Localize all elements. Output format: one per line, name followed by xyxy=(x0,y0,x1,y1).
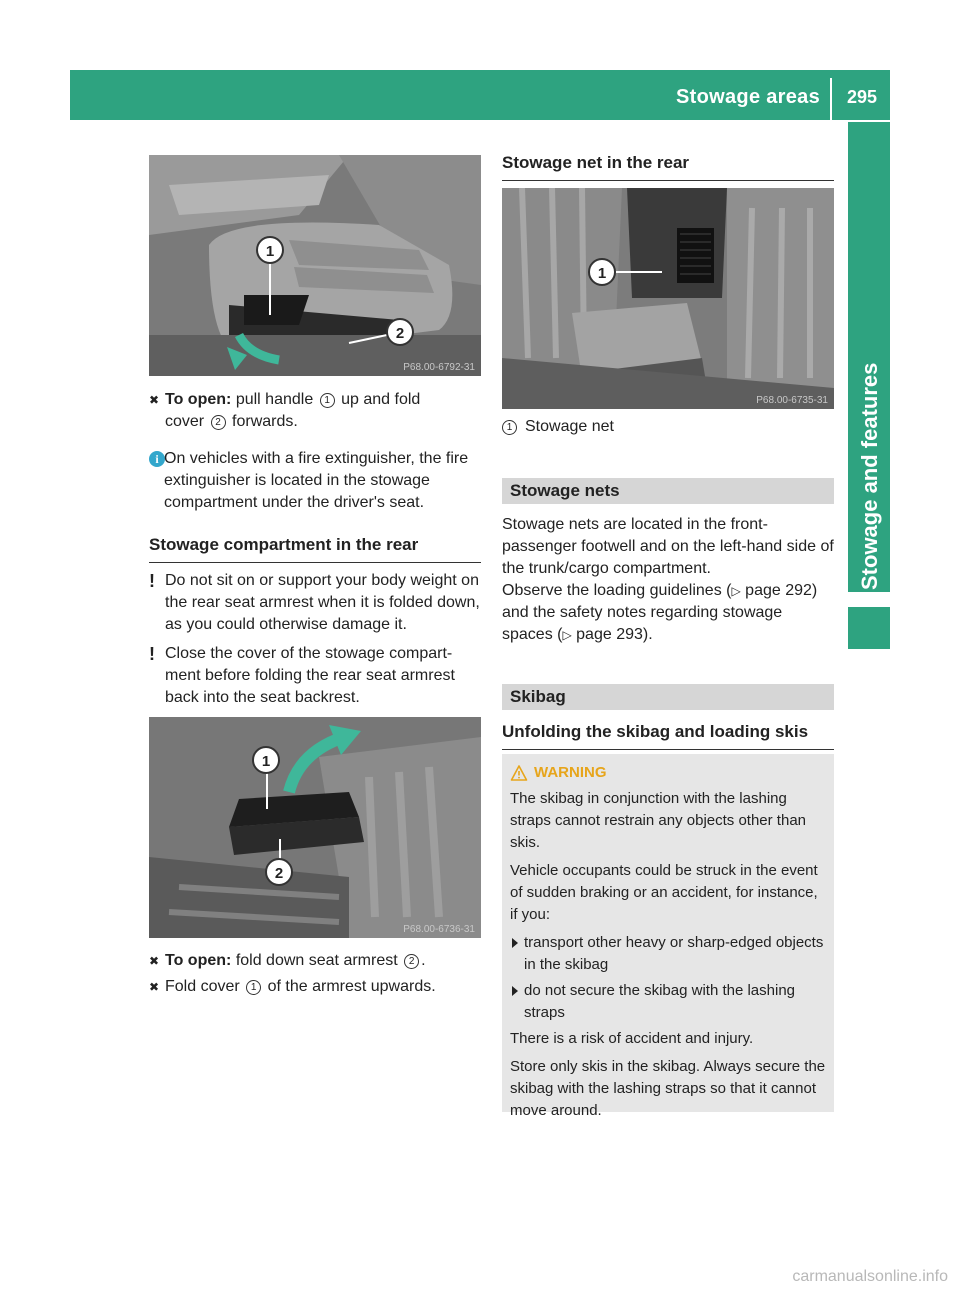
seat-illustration xyxy=(149,155,481,376)
caution-note xyxy=(149,570,481,636)
net-illustration xyxy=(502,188,834,409)
chapter-tab-label: Stowage and features xyxy=(857,362,882,590)
warning-text: There is a risk of accident and injury. xyxy=(510,1030,754,1047)
caution-icon: ! xyxy=(149,644,155,664)
warning-title: WARNING xyxy=(534,764,607,781)
photo-code: P68.00-6735-31 xyxy=(756,395,828,406)
step-bullet-icon: ✖ xyxy=(149,954,160,968)
warning-text: Store only skis in the skibag. Always secure the skibag with the lashing straps so that it cannot move around. xyxy=(510,1058,826,1119)
callout-2: 2 xyxy=(274,865,284,882)
photo-rear-armrest xyxy=(149,717,481,938)
callout-1: 1 xyxy=(265,243,275,260)
warning-icon xyxy=(510,764,528,782)
page-header xyxy=(70,70,890,120)
warning-header xyxy=(510,762,826,784)
photo-stowage-net xyxy=(502,188,834,409)
subheading-rear-compartment: Stowage compartment in the rear xyxy=(149,534,481,563)
paragraph-text: and the safety notes regarding stowage spaces ( xyxy=(502,604,783,643)
photo-code: P68.00-6736-31 xyxy=(403,924,475,935)
subheading-skibag: Unfolding the skibag and loading skis xyxy=(502,721,834,750)
heading-skibag: Skibag xyxy=(502,684,834,710)
paragraph-nets-guidelines xyxy=(502,580,834,646)
photo-caption xyxy=(502,416,834,438)
heading-stowage-nets: Stowage nets xyxy=(502,478,834,504)
warning-list-item: do not secure the skibag with the lashing straps xyxy=(510,980,826,1024)
step-text: fold down seat armrest xyxy=(235,952,398,969)
info-icon: i xyxy=(149,451,165,467)
step-prefix: To open: xyxy=(165,952,232,969)
paragraph-text: Observe the loading guidelines ( xyxy=(502,582,732,599)
photo-code: P68.00-6792-31 xyxy=(403,362,475,373)
step-text: pull handle xyxy=(235,391,314,408)
callout-2: 2 xyxy=(395,325,405,342)
caution-note xyxy=(149,643,481,709)
header-divider xyxy=(830,78,832,120)
step-text: of the armrest upwards. xyxy=(267,978,436,995)
chapter-marker xyxy=(848,607,890,649)
instruction-step-fold-cover xyxy=(149,976,481,998)
page-reference-link[interactable]: page 292) xyxy=(745,582,818,599)
warning-list-item: transport other heavy or sharp-edged objects in the skibag xyxy=(510,932,826,976)
info-note: On vehicles with a fire extinguisher, the fire extinguisher is located in the stowage compartment under the driver's seat. xyxy=(164,450,469,511)
paragraph-nets-location: Stowage nets are located in the front-passenger footwell and on the left-hand side of the trunk/cargo compartment. xyxy=(502,516,834,577)
step-bullet-icon: ✖ xyxy=(149,980,160,994)
caption-text: Stowage net xyxy=(525,418,614,435)
step-text: . xyxy=(421,952,426,969)
instruction-step-open-compartment xyxy=(149,389,481,433)
step-prefix: To open: xyxy=(165,391,232,408)
caution-text: Do not sit on or support your body weight on the rear seat armrest when it is folded down, as you could otherwise damage it. xyxy=(165,572,480,633)
page-ref-arrow-icon: ▷ xyxy=(562,628,572,642)
ref-number: 2 xyxy=(404,954,419,969)
page-number: 295 xyxy=(846,87,878,107)
step-text: Fold cover xyxy=(165,978,240,995)
section-title: Stowage areas xyxy=(676,86,820,108)
step-text: cover xyxy=(165,413,205,430)
step-bullet-icon: ✖ xyxy=(149,393,160,407)
caution-text: Close the cover of the stowage compartment before folding the rear seat armrest back into the seat backrest. xyxy=(165,645,455,706)
callout-1: 1 xyxy=(597,265,607,282)
ref-number: 1 xyxy=(246,980,261,995)
warning-box xyxy=(502,754,834,1119)
caution-icon: ! xyxy=(149,571,155,591)
callout-1: 1 xyxy=(261,753,271,770)
warning-text: Vehicle occupants could be struck in the event of sudden braking or an accident, for instance, if you: xyxy=(510,862,818,923)
ref-number: 1 xyxy=(320,393,335,408)
page-ref-arrow-icon: ▷ xyxy=(731,584,741,598)
page-reference-link[interactable]: page 293). xyxy=(576,626,653,643)
instruction-step-fold-armrest xyxy=(149,950,481,972)
step-text: forwards. xyxy=(232,413,298,430)
photo-driver-seat-compartment xyxy=(149,155,481,376)
armrest-illustration xyxy=(149,717,481,938)
step-text: up and fold xyxy=(341,391,421,408)
watermark: carmanualsonline.info xyxy=(792,1268,948,1285)
ref-number: 2 xyxy=(211,415,226,430)
warning-text: The skibag in conjunction with the lashing straps cannot restrain any objects other than skis. xyxy=(510,790,807,851)
ref-number: 1 xyxy=(502,420,517,435)
subheading-stowage-net: Stowage net in the rear xyxy=(502,152,834,181)
